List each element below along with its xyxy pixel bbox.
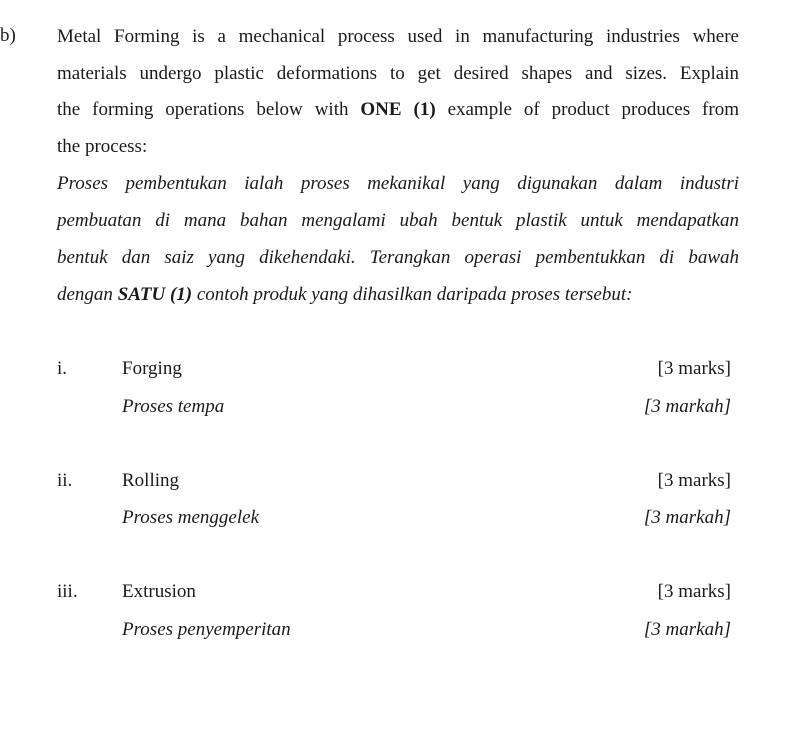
item-title: Rolling (122, 470, 180, 491)
english-line-4: the process: (57, 136, 148, 157)
malay-line-4 (57, 284, 632, 306)
malay-emphasis-satu: SATU (1) (117, 284, 193, 305)
item-subtitle: Proses tempa (122, 396, 225, 417)
malay-line-2: pembuatan di mana bahan mengalami ubah bentuk plastik untuk mendapatkan (57, 210, 739, 231)
question-label: b) (0, 25, 16, 46)
english-line-1: Metal Forming is a mechanical process used in manufacturing industries where (57, 26, 739, 47)
malay-line-3: bentuk dan saiz yang dikehendaki. Terangkan operasi pembentukkan di bawah (57, 247, 739, 268)
item-marks: [3 marks] (657, 581, 731, 602)
item-markah: [3 markah] (643, 507, 731, 528)
english-line-2: materials undergo plastic deformations to get desired shapes and sizes. Explain (57, 63, 739, 84)
english-line-3 (57, 99, 739, 121)
english-emphasis-one: ONE (1) (360, 99, 436, 120)
item-marks: [3 marks] (657, 358, 731, 379)
item-marks: [3 marks] (657, 470, 731, 491)
malay-line-4-pre: dengan (57, 284, 118, 305)
item-subtitle: Proses menggelek (122, 507, 259, 528)
english-line-3-pre: the forming operations below with (57, 99, 361, 120)
item-number: ii. (57, 470, 73, 491)
malay-line-1: Proses pembentukan ialah proses mekanikal yang digunakan dalam industri (57, 173, 739, 194)
item-number: iii. (57, 581, 78, 602)
english-line-3-post: example of product produces from (435, 99, 739, 120)
malay-line-4-post: contoh produk yang dihasilkan daripada proses tersebut: (192, 284, 633, 305)
item-subtitle: Proses penyemperitan (122, 619, 291, 640)
item-title: Extrusion (122, 581, 196, 602)
item-markah: [3 markah] (643, 396, 731, 417)
item-title: Forging (122, 358, 182, 379)
item-number: i. (57, 358, 68, 379)
item-markah: [3 markah] (643, 619, 731, 640)
